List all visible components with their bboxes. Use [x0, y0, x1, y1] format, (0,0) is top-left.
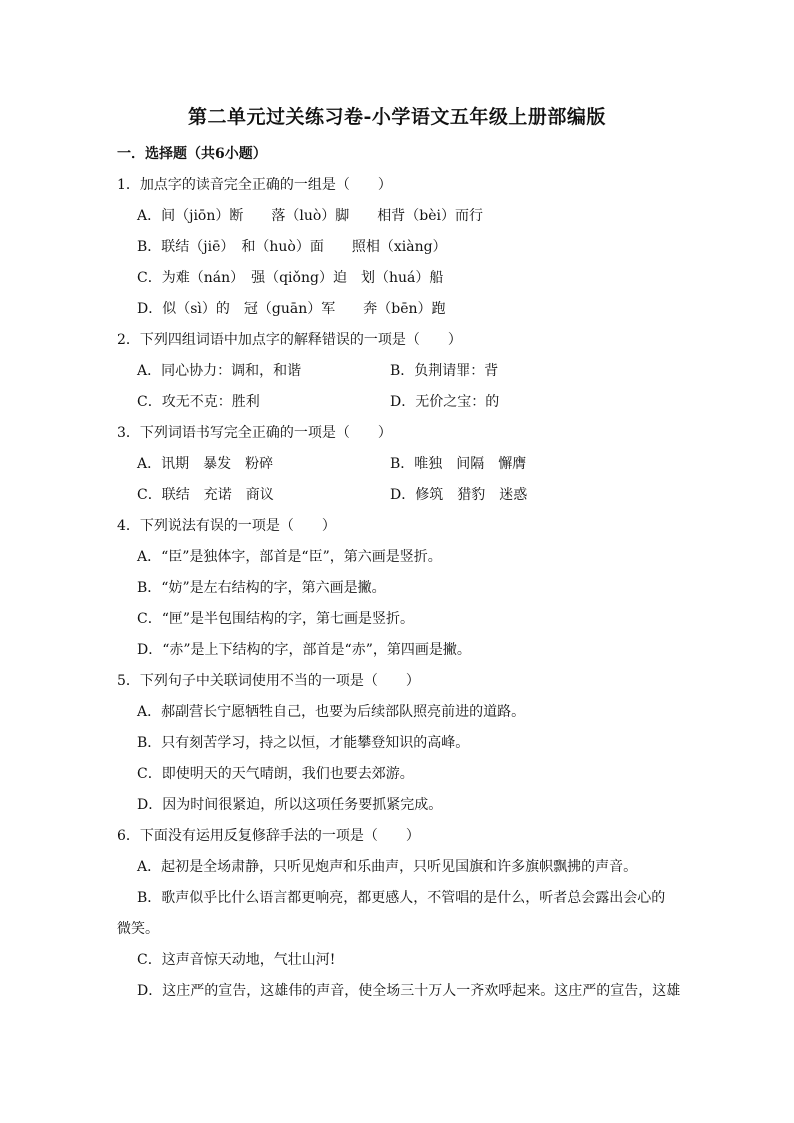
option-c: C．攻无不克：胜利	[137, 394, 260, 410]
question-stem: 5．下列句子中关联词使用不当的一项是（ ）	[117, 673, 420, 689]
option-d: D．“赤”是上下结构的字，部首是“赤”，第四画是撇。	[137, 642, 471, 658]
option-a: A．同心协力：调和，和谐	[137, 363, 302, 379]
question-stem: 3．下列词语书写完全正确的一项是（ ）	[117, 425, 392, 441]
option-a: A．起初是全场肃静，只听见炮声和乐曲声，只听见国旗和许多旗帜飘拂的声音。	[137, 859, 638, 875]
question-stem: 2．下列四组词语中加点字的解释错误的一项是（ ）	[117, 332, 462, 348]
question-stem: 6．下面没有运用反复修辞手法的一项是（ ）	[117, 828, 420, 844]
option-a: A．郝副营长宁愿牺牲自己，也要为后续部队照亮前进的道路。	[137, 704, 526, 720]
option-b: B．唯独 间隔 懈膺	[390, 456, 527, 472]
option-row	[117, 360, 677, 391]
option-d: D．因为时间很紧迫，所以这项任务要抓紧完成。	[137, 797, 443, 813]
option-c: C．即使明天的天气晴朗，我们也要去郊游。	[137, 766, 414, 782]
option-c: C．为难（nán） 强（qiǒng）迫 划（huá）船	[137, 270, 444, 286]
option-b: B．歌声似乎比什么语言都更响亮，都更感人，不管唱的是什么，听者总会露出会心的微笑。	[117, 890, 666, 937]
option-a: A．间（jiōn）断 落（luò）脚 相背（bèi）而行	[137, 208, 484, 224]
option-b: B．负荆请罪：背	[390, 363, 499, 379]
option-c: C．这声音惊天动地，气壮山河!	[137, 952, 336, 968]
question-stem: 1．加点字的读音完全正确的一组是（ ）	[117, 177, 392, 193]
option-a: A．“臣”是独体字，部首是“臣”，第六画是竖折。	[137, 549, 442, 565]
option-d: D．修筑 猎豹 迷惑	[390, 487, 528, 503]
option-b: B．只有刻苦学习，持之以恒，才能攀登知识的高峰。	[137, 735, 470, 751]
option-row	[117, 453, 677, 484]
page-title: 第二单元过关练习卷-小学语文五年级上册部编版	[188, 106, 606, 128]
option-c: C．“匣”是半包围结构的字，第七画是竖折。	[137, 611, 415, 627]
option-b: B．“妨”是左右结构的字，第六画是撇。	[137, 580, 386, 596]
option-row	[117, 484, 677, 515]
option-row	[117, 391, 677, 422]
question-stem: 4．下列说法有误的一项是（ ）	[117, 518, 336, 534]
option-d: D．这庄严的宣告，这雄伟的声音，使全场三十万人一齐欢呼起来。这庄严的宣告，这雄	[137, 983, 681, 999]
option-d: D．似（sì）的 冠（guān）军 奔（bēn）跑	[137, 301, 446, 317]
option-b: B．联结（jiē） 和（huò）面 照相（xiàng）	[137, 239, 447, 255]
option-d: D．无价之宝：的	[390, 394, 500, 410]
option-c: C．联结 充诺 商议	[137, 487, 274, 503]
section-heading: 一．选择题（共6小题）	[117, 146, 267, 162]
question-list	[117, 174, 681, 1011]
option-a: A．讯期 暴发 粉碎	[137, 456, 274, 472]
